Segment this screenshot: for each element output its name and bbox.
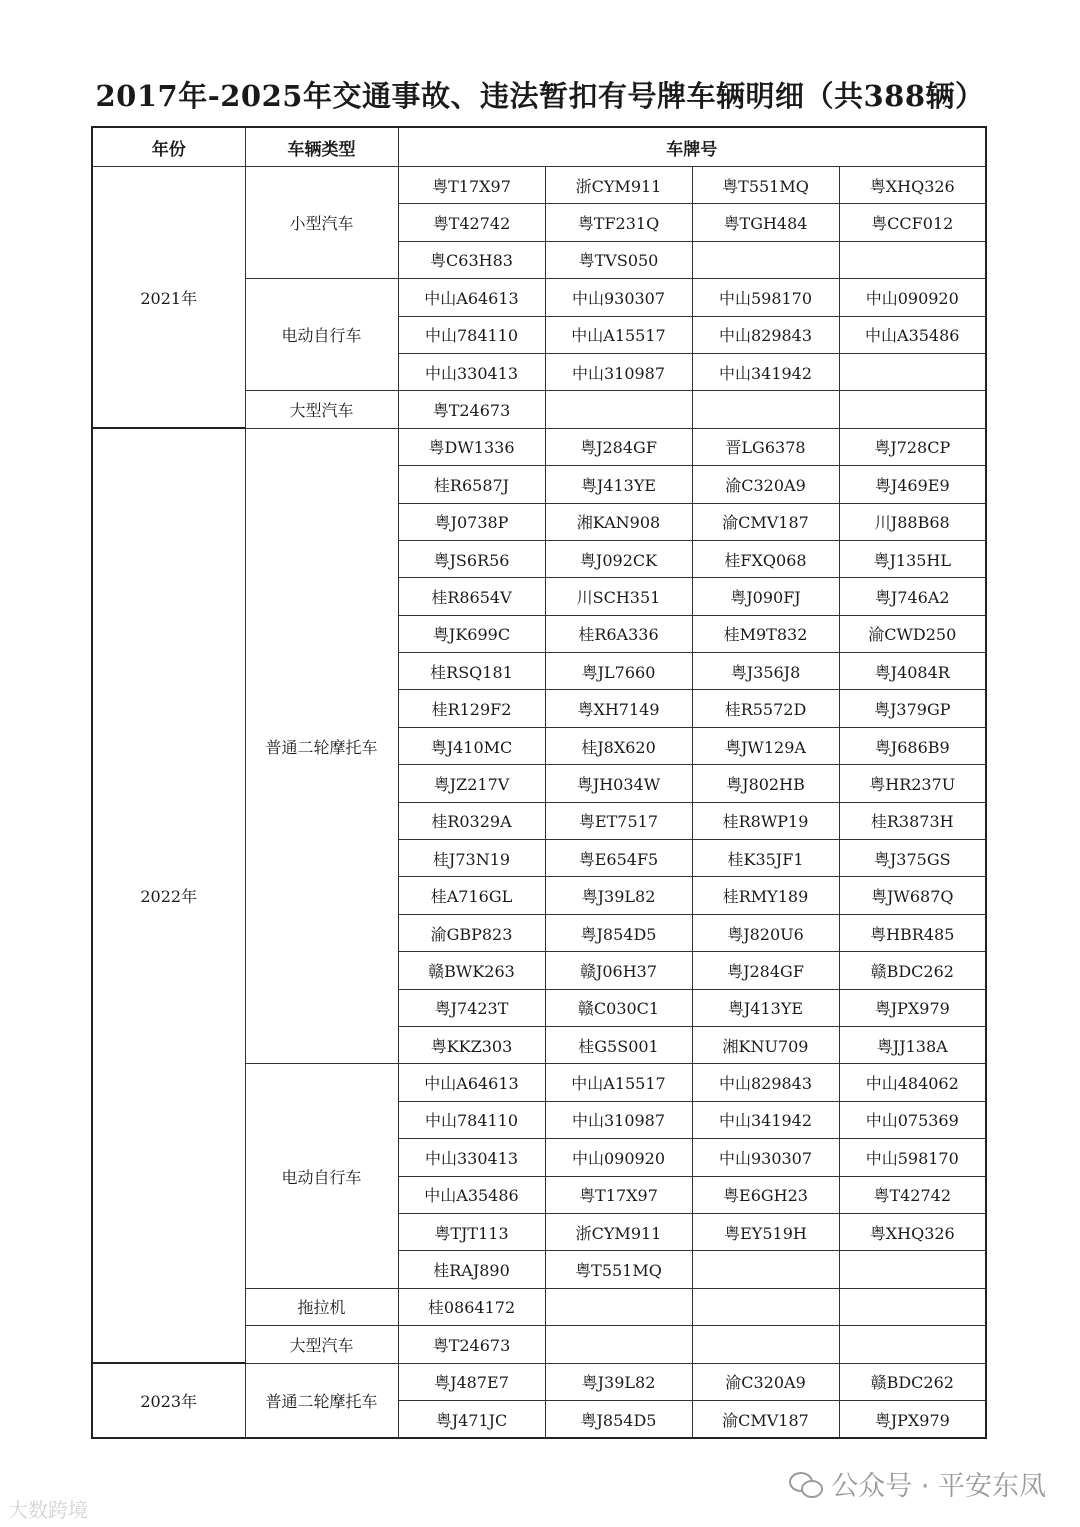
plate-cell: 粤J820U6 bbox=[692, 914, 839, 951]
year-cell: 2022年 bbox=[92, 428, 245, 1363]
plate-cell: 中山A15517 bbox=[545, 316, 692, 353]
plate-cell: 粤J413YE bbox=[692, 989, 839, 1026]
plate-cell: 粤TGH484 bbox=[692, 204, 839, 241]
year-cell: 2023年 bbox=[92, 1363, 245, 1438]
plate-cell: 粤TJT113 bbox=[398, 1213, 545, 1250]
plate-cell: 桂J8X620 bbox=[545, 727, 692, 764]
plate-cell: 粤JH034W bbox=[545, 765, 692, 802]
plate-cell: 渝C320A9 bbox=[692, 466, 839, 503]
plate-cell: 赣BDC262 bbox=[839, 952, 986, 989]
plate-cell: 中山930307 bbox=[545, 279, 692, 316]
plate-cell: 桂M9T832 bbox=[692, 615, 839, 652]
plate-cell: 渝CWD250 bbox=[839, 615, 986, 652]
plate-cell: 粤J092CK bbox=[545, 540, 692, 577]
vehicle-type-cell: 小型汽车 bbox=[245, 167, 398, 279]
vehicle-type-cell: 拖拉机 bbox=[245, 1288, 398, 1325]
plate-cell bbox=[692, 1251, 839, 1288]
plate-cell: 中山090920 bbox=[839, 279, 986, 316]
plate-cell: 粤KKZ303 bbox=[398, 1026, 545, 1063]
watermark-right-text: 公众号 · 平安东凤 bbox=[831, 1471, 1046, 1502]
plate-cell: 中山090920 bbox=[545, 1139, 692, 1176]
plate-cell: 粤J802HB bbox=[692, 765, 839, 802]
plate-cell: 中山484062 bbox=[839, 1064, 986, 1101]
vehicle-type-cell: 电动自行车 bbox=[245, 279, 398, 391]
plate-cell: 粤J686B9 bbox=[839, 727, 986, 764]
plate-cell: 粤J746A2 bbox=[839, 578, 986, 615]
plate-cell: 浙CYM911 bbox=[545, 1213, 692, 1250]
plate-cell: 赣BDC262 bbox=[839, 1363, 986, 1400]
plate-cell: 川SCH351 bbox=[545, 578, 692, 615]
plate-cell bbox=[839, 353, 986, 390]
page-title: 2017年-2025年交通事故、违法暂扣有号牌车辆明细（共388辆） bbox=[95, 79, 985, 113]
plate-cell: 粤TF231Q bbox=[545, 204, 692, 241]
plate-cell bbox=[839, 391, 986, 428]
plate-cell: 中山330413 bbox=[398, 1139, 545, 1176]
plate-cell: 渝CMV187 bbox=[692, 503, 839, 540]
plate-cell: 粤JJ138A bbox=[839, 1026, 986, 1063]
plate-cell: 粤XHQ326 bbox=[839, 167, 986, 204]
plate-cell: 中山341942 bbox=[692, 353, 839, 390]
plate-cell: 中山598170 bbox=[692, 279, 839, 316]
plate-cell bbox=[545, 391, 692, 428]
plate-cell: 粤JPX979 bbox=[839, 989, 986, 1026]
plate-cell: 粤XHQ326 bbox=[839, 1213, 986, 1250]
plate-cell: 粤J39L82 bbox=[545, 1363, 692, 1400]
plate-cell bbox=[545, 1326, 692, 1363]
watermark-left: 大数跨境 bbox=[8, 1498, 88, 1522]
plate-cell: 粤J7423T bbox=[398, 989, 545, 1026]
plate-cell: 桂R5572D bbox=[692, 690, 839, 727]
plate-cell bbox=[839, 1288, 986, 1325]
plate-cell: 粤J487E7 bbox=[398, 1363, 545, 1400]
plate-cell: 粤JW687Q bbox=[839, 877, 986, 914]
plate-cell: 粤T24673 bbox=[398, 1326, 545, 1363]
plate-cell bbox=[545, 1288, 692, 1325]
table-row bbox=[92, 428, 986, 465]
plate-cell: 中山829843 bbox=[692, 316, 839, 353]
plate-cell: 桂R6A336 bbox=[545, 615, 692, 652]
plate-cell: 桂J73N19 bbox=[398, 840, 545, 877]
plate-cell: 粤C63H83 bbox=[398, 241, 545, 278]
plate-cell: 粤E654F5 bbox=[545, 840, 692, 877]
plate-cell: 桂A716GL bbox=[398, 877, 545, 914]
plate-cell bbox=[839, 241, 986, 278]
year-cell: 2021年 bbox=[92, 167, 245, 429]
plate-cell: 渝C320A9 bbox=[692, 1363, 839, 1400]
plate-cell: 粤J728CP bbox=[839, 428, 986, 465]
plate-cell: 渝CMV187 bbox=[692, 1400, 839, 1438]
plate-cell: 粤JK699C bbox=[398, 615, 545, 652]
table-row bbox=[92, 1363, 986, 1400]
plate-cell: 粤J854D5 bbox=[545, 1400, 692, 1438]
plate-cell: 粤CCF012 bbox=[839, 204, 986, 241]
plate-cell bbox=[692, 1288, 839, 1325]
plate-cell: 桂R3873H bbox=[839, 802, 986, 839]
plate-cell: 粤JS6R56 bbox=[398, 540, 545, 577]
plate-cell: 中山075369 bbox=[839, 1101, 986, 1138]
plate-cell: 粤J375GS bbox=[839, 840, 986, 877]
plate-cell: 浙CYM911 bbox=[545, 167, 692, 204]
plate-cell: 粤J284GF bbox=[692, 952, 839, 989]
plate-cell: 中山341942 bbox=[692, 1101, 839, 1138]
plate-cell: 中山598170 bbox=[839, 1139, 986, 1176]
plate-cell: 中山310987 bbox=[545, 353, 692, 390]
plate-cell: 粤EY519H bbox=[692, 1213, 839, 1250]
header-year: 年份 bbox=[92, 127, 245, 167]
table-row bbox=[92, 167, 986, 204]
plate-cell: 粤T42742 bbox=[398, 204, 545, 241]
plate-cell: 粤J410MC bbox=[398, 727, 545, 764]
plate-cell: 桂R0329A bbox=[398, 802, 545, 839]
plate-cell: 粤HR237U bbox=[839, 765, 986, 802]
plate-cell: 桂R6587J bbox=[398, 466, 545, 503]
plate-cell: 粤T17X97 bbox=[398, 167, 545, 204]
plate-cell bbox=[692, 1326, 839, 1363]
plate-cell bbox=[839, 1326, 986, 1363]
plate-cell: 桂0864172 bbox=[398, 1288, 545, 1325]
plate-cell: 粤J135HL bbox=[839, 540, 986, 577]
plate-cell: 渝GBP823 bbox=[398, 914, 545, 951]
plate-cell: 中山930307 bbox=[692, 1139, 839, 1176]
plate-cell: 中山A35486 bbox=[839, 316, 986, 353]
plate-cell bbox=[692, 241, 839, 278]
wechat-icon bbox=[789, 1470, 823, 1498]
plate-cell: 湘KAN908 bbox=[545, 503, 692, 540]
vehicle-plate-table bbox=[91, 126, 987, 1439]
plate-cell: 粤JPX979 bbox=[839, 1400, 986, 1438]
plate-cell: 粤JL7660 bbox=[545, 653, 692, 690]
plate-cell: 桂K35JF1 bbox=[692, 840, 839, 877]
plate-cell: 川J88B68 bbox=[839, 503, 986, 540]
table-body bbox=[92, 167, 986, 1439]
plate-cell: 桂RAJ890 bbox=[398, 1251, 545, 1288]
plate-cell: 粤XH7149 bbox=[545, 690, 692, 727]
plate-cell: 中山784110 bbox=[398, 1101, 545, 1138]
plate-cell: 粤ET7517 bbox=[545, 802, 692, 839]
vehicle-type-cell: 大型汽车 bbox=[245, 1326, 398, 1363]
vehicle-type-cell: 电动自行车 bbox=[245, 1064, 398, 1288]
plate-cell: 粤J39L82 bbox=[545, 877, 692, 914]
vehicle-type-cell: 大型汽车 bbox=[245, 391, 398, 428]
plate-cell: 粤J0738P bbox=[398, 503, 545, 540]
plate-cell bbox=[839, 1251, 986, 1288]
plate-cell: 桂FXQ068 bbox=[692, 540, 839, 577]
plate-cell: 粤J090FJ bbox=[692, 578, 839, 615]
plate-cell: 中山A35486 bbox=[398, 1176, 545, 1213]
plate-cell: 粤J379GP bbox=[839, 690, 986, 727]
plate-cell: 粤E6GH23 bbox=[692, 1176, 839, 1213]
header-plate-number: 车牌号 bbox=[398, 127, 986, 167]
plate-cell: 桂R8654V bbox=[398, 578, 545, 615]
plate-cell: 粤JZ217V bbox=[398, 765, 545, 802]
plate-cell: 中山829843 bbox=[692, 1064, 839, 1101]
plate-cell: 粤J413YE bbox=[545, 466, 692, 503]
plate-cell: 中山784110 bbox=[398, 316, 545, 353]
plate-cell: 粤T24673 bbox=[398, 391, 545, 428]
plate-cell: 粤J854D5 bbox=[545, 914, 692, 951]
plate-cell: 粤T551MQ bbox=[692, 167, 839, 204]
plate-cell: 粤J356J8 bbox=[692, 653, 839, 690]
plate-cell: 湘KNU709 bbox=[692, 1026, 839, 1063]
plate-cell: 中山A64613 bbox=[398, 1064, 545, 1101]
watermark-right bbox=[789, 1464, 1046, 1503]
plate-cell: 中山330413 bbox=[398, 353, 545, 390]
plate-cell: 粤J4084R bbox=[839, 653, 986, 690]
vehicle-type-cell: 普通二轮摩托车 bbox=[245, 1363, 398, 1438]
plate-cell: 桂R129F2 bbox=[398, 690, 545, 727]
plate-cell: 粤T42742 bbox=[839, 1176, 986, 1213]
plate-cell: 中山A15517 bbox=[545, 1064, 692, 1101]
header-vehicle-type: 车辆类型 bbox=[245, 127, 398, 167]
plate-cell: 赣C030C1 bbox=[545, 989, 692, 1026]
plate-cell: 桂RSQ181 bbox=[398, 653, 545, 690]
plate-cell: 粤T551MQ bbox=[545, 1251, 692, 1288]
plate-cell: 赣BWK263 bbox=[398, 952, 545, 989]
plate-cell: 粤J284GF bbox=[545, 428, 692, 465]
plate-cell: 粤JW129A bbox=[692, 727, 839, 764]
plate-cell: 桂G5S001 bbox=[545, 1026, 692, 1063]
plate-cell: 粤J469E9 bbox=[839, 466, 986, 503]
plate-cell: 晋LG6378 bbox=[692, 428, 839, 465]
plate-cell: 粤J471JC bbox=[398, 1400, 545, 1438]
vehicle-type-cell: 普通二轮摩托车 bbox=[245, 428, 398, 1064]
plate-cell: 粤HBR485 bbox=[839, 914, 986, 951]
plate-cell bbox=[692, 391, 839, 428]
plate-cell: 中山A64613 bbox=[398, 279, 545, 316]
table-header-row bbox=[92, 127, 986, 167]
plate-cell: 粤DW1336 bbox=[398, 428, 545, 465]
plate-cell: 桂R8WP19 bbox=[692, 802, 839, 839]
plate-cell: 赣J06H37 bbox=[545, 952, 692, 989]
plate-cell: 桂RMY189 bbox=[692, 877, 839, 914]
plate-cell: 中山310987 bbox=[545, 1101, 692, 1138]
plate-cell: 粤TVS050 bbox=[545, 241, 692, 278]
plate-cell: 粤T17X97 bbox=[545, 1176, 692, 1213]
